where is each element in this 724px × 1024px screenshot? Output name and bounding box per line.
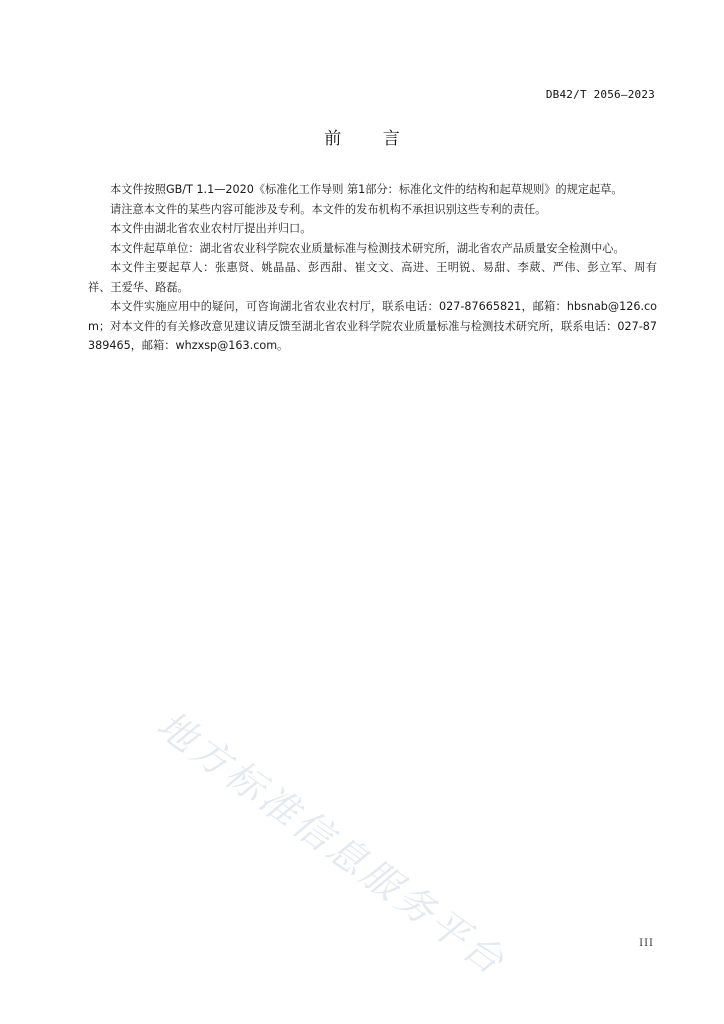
paragraph-proposer: 本文件由湖北省农业农村厅提出并归口。 <box>110 222 312 235</box>
paragraph-contact-info: 本文件实施应用中的疑问，可咨询湖北省农业农村厅，联系电话：027-87665821，邮箱：hbsnab@126.com；对本文件的有关修改意见建议请反馈至湖北省农业科学院农业质量标准与检测技术研究所，联系电话：027-87389465，邮箱：whzxsp@163.com。 <box>88 300 657 352</box>
document-code: DB42/T 2056—2023 <box>545 88 655 101</box>
paragraph-drafting-basis: 本文件按照GB/T 1.1—2020《标准化工作导则 第1部分：标准化文件的结构和起草规则》的规定起草。 <box>110 183 623 196</box>
paragraph-patent-notice: 请注意本文件的某些内容可能涉及专利。本文件的发布机构不承担识别这些专利的责任。 <box>110 202 547 216</box>
page-number: III <box>639 938 654 949</box>
page-title: 前 言 <box>324 129 418 149</box>
watermark: 地方标准信息服务平台 <box>148 702 515 985</box>
paragraph-drafters: 本文件主要起草人：张惠贤、姚晶晶、彭西甜、崔文文、高进、王明锐、易甜、李葳、严伟、彭立军、周有祥、王爱华、路磊。 <box>88 261 657 294</box>
foreword-body <box>88 180 657 356</box>
paragraph-drafting-units: 本文件起草单位：湖北省农业科学院农业质量标准与检测技术研究所，湖北省农产品质量安全检测中心。 <box>110 241 625 255</box>
